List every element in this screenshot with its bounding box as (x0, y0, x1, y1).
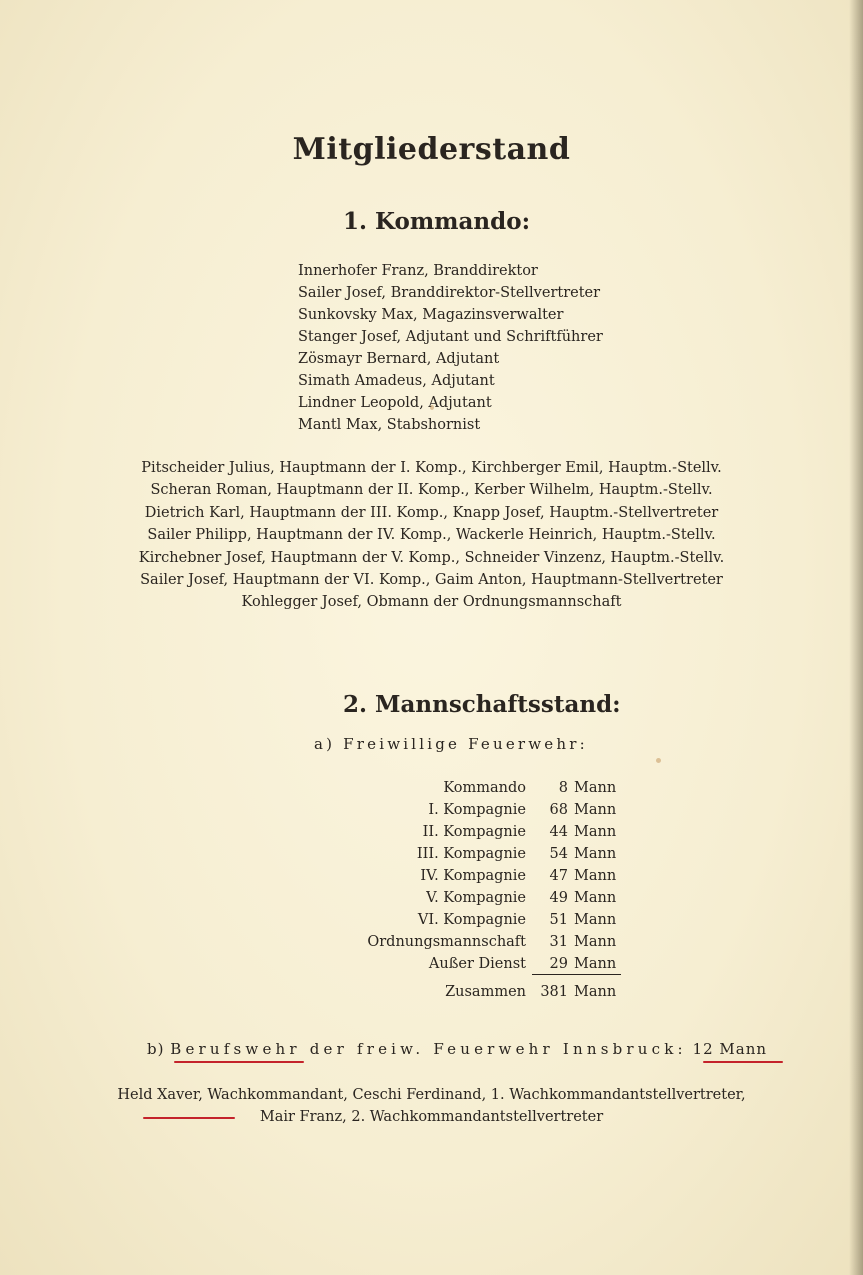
table-row (298, 953, 628, 975)
row-value: 29 (549, 956, 568, 972)
row-value: 54 (549, 846, 568, 862)
table-row (298, 843, 628, 865)
row-unit: Mann (574, 912, 617, 928)
row-label: Außer Dienst (428, 956, 526, 972)
row-label: Kommando (443, 780, 526, 796)
row-label: III. Kompagnie (416, 846, 526, 862)
sum-rule (532, 974, 621, 975)
section-heading-mannschaftsstand: 2. Mannschaftsstand: (343, 691, 621, 718)
table-row (298, 909, 628, 931)
list-item: Zösmayr Bernard, Adjutant (298, 351, 500, 367)
row-unit: Mann (574, 890, 617, 906)
row-unit: Mann (574, 934, 617, 950)
row-value: 8 (558, 780, 568, 796)
row-label: I. Kompagnie (428, 802, 526, 818)
row-label: IV. Kompagnie (420, 868, 526, 884)
total-unit: Mann (574, 984, 617, 1000)
sub-b-prefix: b) (147, 1040, 165, 1058)
row-unit: Mann (574, 956, 617, 972)
sub-b-text: Berufswehr der freiw. Feuerwehr Innsbruck: (170, 1040, 687, 1058)
subheading-berufswehr (147, 1040, 767, 1058)
table-row (298, 887, 628, 909)
row-value: 47 (549, 868, 568, 884)
section-heading-kommando: 1. Kommando: (343, 208, 531, 235)
list-item: Kohlegger Josef, Obmann der Ordnungsmannschaft (241, 594, 622, 611)
subheading-freiwillige: a) Freiwillige Feuerwehr: (314, 735, 588, 753)
list-item: Held Xaver, Wachkommandant, Ceschi Ferdinand, 1. Wachkommandantstellvertreter, (117, 1087, 746, 1103)
wache-list (0, 1084, 863, 1128)
table-row (298, 799, 628, 821)
red-pencil-underline (703, 1061, 783, 1063)
table-row (298, 821, 628, 843)
row-value: 31 (549, 934, 568, 950)
list-item: Simath Amadeus, Adjutant (298, 373, 495, 389)
list-item: Scheran Roman, Hauptmann der II. Komp., Kerber Wilhelm, Hauptm.-Stellv. (150, 482, 713, 499)
table-row (298, 777, 628, 799)
paper-stain (656, 758, 661, 763)
row-label: Ordnungsmannschaft (367, 934, 526, 950)
row-value: 51 (549, 912, 568, 928)
list-item: Pitscheider Julius, Hauptmann der I. Komp., Kirchberger Emil, Hauptm.-Stellv. (141, 460, 722, 476)
row-label: V. Kompagnie (426, 890, 526, 906)
table-row (298, 931, 628, 953)
row-value: 49 (549, 890, 568, 906)
list-item: Sailer Philipp, Hauptmann der IV. Komp., Wackerle Heinrich, Hauptm.-Stellv. (147, 527, 716, 544)
list-item: Kirchebner Josef, Hauptmann der V. Komp., Schneider Vinzenz, Hauptm.-Stellv. (138, 549, 725, 566)
total-label: Zusammen (445, 984, 526, 1000)
row-label: VI. Kompagnie (417, 912, 526, 928)
list-item: Lindner Leopold, Adjutant (298, 395, 492, 411)
row-unit: Mann (574, 780, 617, 796)
row-unit: Mann (574, 868, 617, 884)
table-row (298, 865, 628, 887)
list-item: Innerhofer Franz, Branddirektor (298, 263, 538, 279)
row-value: 44 (549, 824, 568, 840)
list-item: Sailer Josef, Hauptmann der VI. Komp., Gaim Anton, Hauptmann-Stellvertreter (140, 572, 723, 589)
red-pencil-underline (174, 1061, 304, 1063)
total-value: 381 (540, 984, 568, 1000)
list-item: Stanger Josef, Adjutant und Schriftführer (298, 329, 603, 345)
row-unit: Mann (574, 824, 617, 840)
row-value: 68 (549, 802, 568, 818)
page-title: Mitgliederstand (292, 132, 571, 167)
row-unit: Mann (574, 846, 617, 862)
officers-list (0, 457, 863, 614)
list-item: Sailer Josef, Branddirektor-Stellvertreter (298, 285, 601, 301)
total-row (298, 984, 628, 1006)
kommando-list (298, 260, 603, 436)
sub-b-value: 12 Mann (692, 1040, 768, 1058)
red-pencil-underline (143, 1117, 235, 1119)
list-item: Dietrich Karl, Hauptmann der III. Komp., Knapp Josef, Hauptm.-Stellvertreter (144, 504, 719, 521)
row-unit: Mann (574, 802, 617, 818)
row-label: II. Kompagnie (422, 824, 526, 840)
list-item: Mair Franz, 2. Wachkommandantstellvertreter (259, 1109, 604, 1125)
list-item: Mantl Max, Stabshornist (298, 417, 481, 433)
list-item: Sunkovsky Max, Magazinsverwalter (298, 307, 564, 323)
strength-table (298, 777, 628, 975)
